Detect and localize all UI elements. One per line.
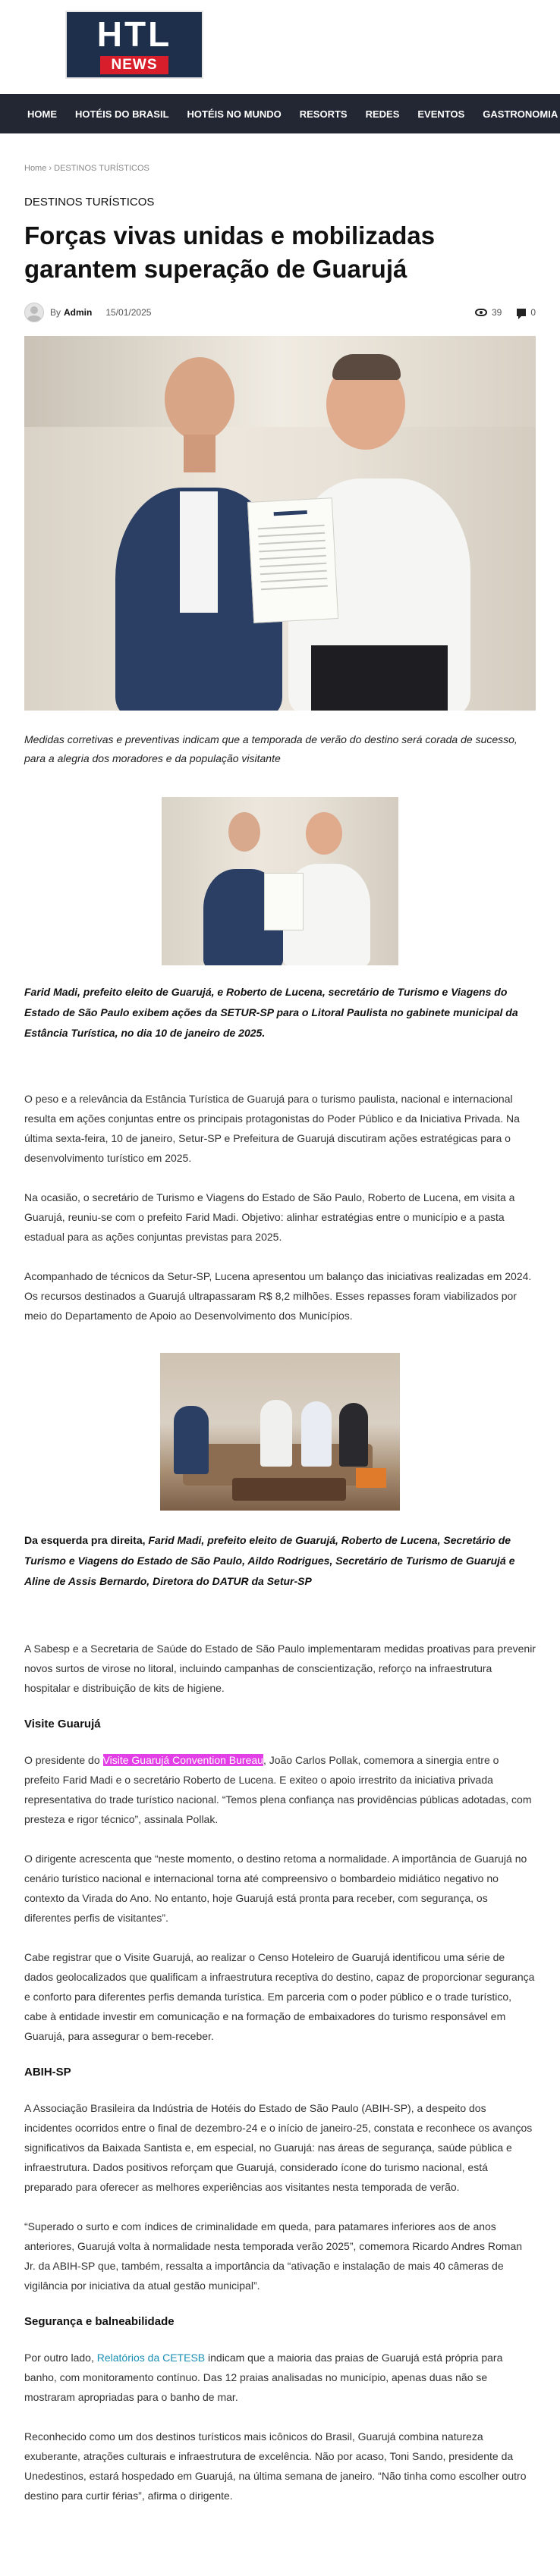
site-header — [0, 0, 560, 94]
main-navigation — [0, 94, 560, 133]
view-count: 39 — [491, 307, 502, 318]
p2-right-head — [306, 812, 342, 855]
visite-guaruja-link[interactable]: Visite Guarujá Convention Bureau — [102, 1754, 263, 1766]
breadcrumb-current[interactable]: DESTINOS TURÍSTICOS — [54, 164, 149, 173]
person-left-head — [165, 357, 234, 441]
paragraph-11: Reconhecido como um dos destinos turísticos mais icônicos do Brasil, Guarujá combina natureza exuberante, atrações culturais e infraestrutura de excelência. Não por acaso, Toni Sando, presidente da Unedestinos, estará hospedado em Guarujá, na última semana de janeiro. “Não tinha como escolher outro destino para curtir férias”, afirma o dirigente. — [24, 2430, 527, 2502]
photo3-caption-lead: Da esquerda pra direita, — [24, 1534, 146, 1546]
photo-meeting-group — [160, 1353, 400, 1511]
eye-icon — [475, 309, 487, 316]
photo3-caption-body: Farid Madi, prefeito eleito de Guarujá, Roberto de Lucena, Secretário de Turismo e Viagens do Estado de São Paulo, Aildo Rodrigues, Secretário de Turismo de Guarujá e Aline de Assis Bernardo, Diretora do DATUR da Setur-SP — [24, 1534, 515, 1587]
heading-visite-guaruja: Visite Guarujá — [24, 1718, 101, 1730]
paragraph-7: Cabe registrar que o Visite Guarujá, ao realizar o Censo Hoteleiro de Guarujá identificou uma série de dados geolocalizados que qualificam a infraestrutura receptiva do destino, capaz de proporcionar segurança e conforto para diferentes perfis demanda turística. Em parceria com o poder público e o trade turístico, cabe à entidade investir em comunicação e na formação de embaixadores do turismo responsável em Guarujá, para assegurar o bem-receber. — [24, 1951, 535, 2042]
main-photo-caption: Medidas corretivas e preventivas indicam que a temporada de verão do destino será corada de sucesso, para a alegria dos moradores e da população visitante — [24, 733, 518, 764]
comment-icon[interactable] — [517, 309, 526, 316]
breadcrumb — [24, 164, 536, 173]
author-avatar[interactable] — [24, 303, 44, 322]
p3-person-2 — [260, 1400, 292, 1467]
person-left-shirt — [180, 491, 218, 613]
paragraph-5 — [24, 1750, 536, 1829]
article-content — [0, 164, 560, 2505]
nav-item-gastronomia[interactable]: GASTRONOMIA — [483, 108, 558, 120]
p3-person-3 — [301, 1401, 332, 1467]
site-logo[interactable] — [65, 11, 203, 79]
person-left-neck — [184, 435, 216, 472]
held-document — [247, 497, 338, 623]
by-label: By — [50, 307, 61, 318]
cetesb-link[interactable]: Relatórios da CETESB — [96, 2352, 206, 2364]
p3-person-1 — [174, 1406, 209, 1474]
p3-orange-box — [356, 1468, 386, 1488]
photo2-caption: Farid Madi, prefeito eleito de Guarujá, e Roberto de Lucena, secretário de Turismo e Viagens do Estado de São Paulo exibem ações da SETUR-SP para o Litoral Paulista no gabinete municipal da Estância Turística, no dia 10 de janeiro de 2025. — [24, 986, 518, 1039]
p3-table — [232, 1478, 346, 1501]
p2-left-head — [228, 812, 260, 852]
logo-badge: NEWS — [100, 56, 168, 74]
photo-meeting-document — [162, 797, 398, 965]
main-photo — [24, 336, 536, 711]
author-name[interactable]: Admin — [64, 307, 93, 318]
paragraph-8: A Associação Brasileira da Indústria de Hotéis do Estado de São Paulo (ABIH-SP), a despeito dos incidentes ocorridos entre o final de dezembro-24 e o início de janeiro-25, constata e reconhece os avanços significativos da Baixada Santista e, em especial, no Guarujá: nas áreas de segurança, saúde pública e infraestrutura. Dados positivos reforçam que Guarujá, considerado ícone do turismo nacional, está preparado para oferecer as melhores experiências aos visitantes nesta temporada de verão. — [24, 2102, 533, 2193]
person-right-hair — [332, 354, 401, 380]
logo-text: HTL — [96, 14, 172, 54]
nav-item-eventos[interactable]: EVENTOS — [417, 108, 465, 120]
photo3-caption — [24, 1530, 536, 1592]
paragraph-2: Na ocasião, o secretário de Turismo e Viagens do Estado de São Paulo, Roberto de Lucena, em visita a Guarujá, reuniu-se com o prefeito Farid Madi. Objetivo: alinhar estratégias entre o município e a pasta estadual para as ações conjuntas previstas para 2025. — [24, 1191, 515, 1243]
paragraph-9: “Superado o surto e com índices de criminalidade em queda, para patamares inferiores aos de anos anteriores, Guarujá volta à normalidade nesta temporada verão 2025”, comemora Ricardo Andres Roman Jr. da ABIH-SP que, também, ressalta a importância da “ativação e instalação de mais 40 câmeras de vigilância por iniciativa da atual gestão municipal”. — [24, 2220, 523, 2292]
paragraph-3: Acompanhado de técnicos da Setur-SP, Lucena apresentou um balanço das iniciativas realizadas em 2024. Os recursos destinados a Guarujá ultrapassaram R$ 8,2 milhões. Esses repasses foram viabilizados por meio do Departamento de Apoio ao Desenvolvimento dos Municípios. — [24, 1270, 532, 1322]
nav-item-hoteis-do-brasil[interactable]: HOTÉIS DO BRASIL — [75, 108, 169, 120]
heading-abih-sp: ABIH-SP — [24, 2066, 71, 2079]
article-category[interactable]: DESTINOS TURÍSTICOS — [24, 196, 155, 209]
comment-count[interactable]: 0 — [530, 307, 536, 318]
nav-item-home[interactable]: HOME — [27, 108, 57, 120]
breadcrumb-home[interactable]: Home — [24, 164, 47, 173]
paragraph-4: A Sabesp e a Secretaria de Saúde do Estado de São Paulo implementaram medidas proativas para prevenir novos surtos de virose no litoral, incluindo campanhas de conscientização, reforço na infraestrutura hospitalar e distribuição de kits de higiene. — [24, 1643, 536, 1694]
paragraph-1: O peso e a relevância da Estância Turística de Guarujá para o turismo paulista, nacional e internacional resulta em ações conjuntas entre os principais protagonistas do Poder Público e da Iniciativa Privada. Na última sexta-feira, 10 de janeiro, Setur-SP e Prefeitura de Guarujá discutiram ações estratégicas para o desenvolvimento turístico em 2025. — [24, 1093, 520, 1164]
heading-seguranca: Segurança e balneabilidade — [24, 2315, 175, 2328]
p10-after: indicam que a maioria das praias de Guarujá está própria para banho, com monitoramento contínuo. Das 12 praias analisadas no município, apenas duas não se mostraram apropriadas para o banho de mar. — [24, 2352, 503, 2403]
paragraph-10 — [24, 2348, 536, 2407]
p3-person-4 — [339, 1403, 368, 1467]
nav-item-hoteis-no-mundo[interactable]: HOTÉIS NO MUNDO — [187, 108, 282, 120]
nav-item-resorts[interactable]: RESORTS — [299, 108, 348, 120]
breadcrumb-separator: › — [49, 164, 52, 173]
p5-before: O presidente do — [24, 1754, 103, 1766]
p2-document — [264, 873, 304, 930]
p10-before: Por outro lado, — [24, 2352, 97, 2364]
person-right-trousers — [311, 645, 448, 711]
article-meta — [24, 303, 536, 322]
p5-after: , João Carlos Pollak, comemora a sinergia entre o prefeito Farid Madi e o secretário Roberto de Lucena. E exiteo o apoio irrestrito da iniciativa privada representativa do trade turístico nacional. “Temos plena confiança nas providências públicas adotadas, com presteza e rigor técnico”, assinala Pollak. — [24, 1754, 532, 1825]
nav-item-redes[interactable]: REDES — [365, 108, 400, 120]
article-title: Forças vivas unidas e mobilizadas garantem superação de Guarujá — [24, 221, 436, 283]
publish-date: 15/01/2025 — [105, 307, 152, 318]
paragraph-6: O dirigente acrescenta que “neste momento, o destino retoma a normalidade. A importância de Guarujá no cenário turístico nacional e internacional torna até compreensivo o bombardeio midiático negativo no contexto da Virada do Ano. No entanto, hoje Guarujá está pronta para receber, com segurança, os diferentes perfis de visitantes”. — [24, 1853, 527, 1924]
